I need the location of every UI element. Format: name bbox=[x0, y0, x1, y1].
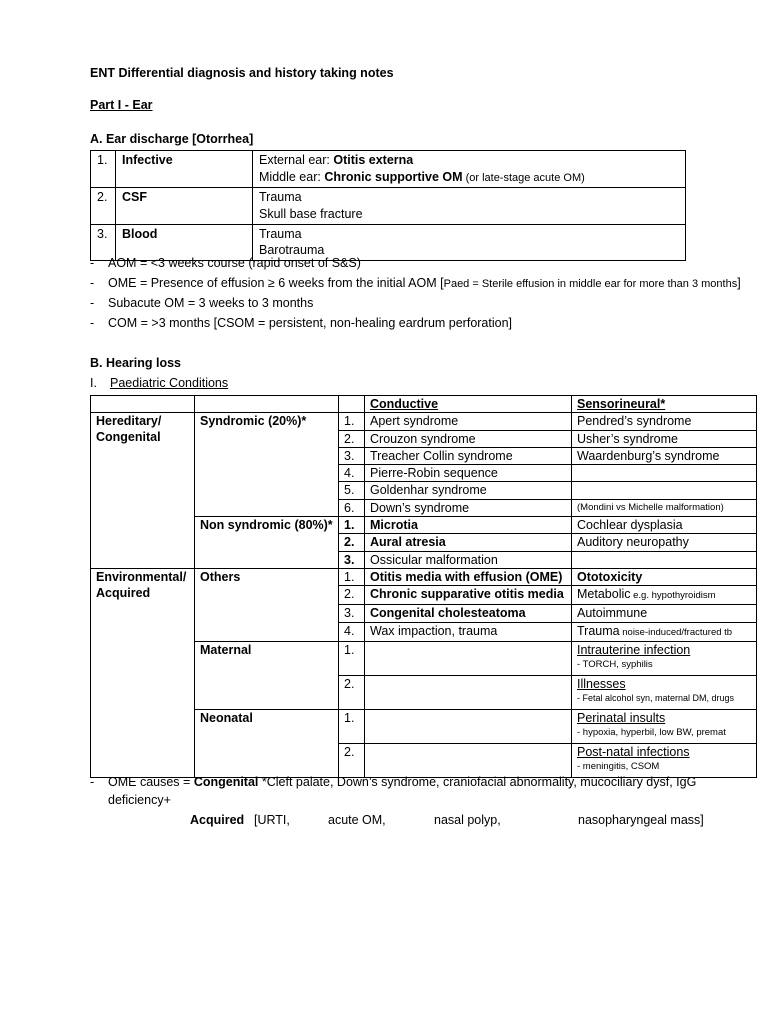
row-number: 1. bbox=[91, 151, 116, 188]
row-number: 2. bbox=[339, 430, 365, 447]
discharge-detail bbox=[253, 151, 686, 188]
sens-heading: Intrauterine infection bbox=[577, 642, 691, 657]
conductive-cell bbox=[365, 675, 572, 709]
conductive-cell: Congenital cholesteatoma bbox=[365, 605, 572, 622]
row-number: 1. bbox=[339, 517, 365, 534]
sensorineural-cell bbox=[572, 586, 757, 605]
congenital-causes-continued: deficiency+ bbox=[108, 793, 171, 807]
conductive-cell: Apert syndrome bbox=[365, 413, 572, 430]
conductive-cell: Down’s syndrome bbox=[365, 499, 572, 516]
row-number: 6. bbox=[339, 499, 365, 516]
neonatal-group: Neonatal bbox=[195, 709, 339, 777]
section-b-title: B. Hearing loss bbox=[90, 356, 181, 370]
sensorineural-cell bbox=[572, 568, 757, 585]
sens-heading: Illnesses bbox=[577, 676, 626, 691]
discharge-category: Blood bbox=[116, 224, 253, 261]
detail-line: Trauma bbox=[259, 226, 302, 241]
detail-prefix: Middle ear: bbox=[259, 169, 325, 184]
conductive-cell: Crouzon syndrome bbox=[365, 430, 572, 447]
sensorineural-cell: Pendred’s syndrome bbox=[572, 413, 757, 430]
sensorineural-cell bbox=[572, 465, 757, 482]
row-number: 1. bbox=[339, 709, 365, 743]
hearing-loss-table bbox=[90, 395, 757, 778]
list-item bbox=[90, 275, 741, 295]
others-group: Others bbox=[195, 568, 339, 641]
environmental-acquired-group: Environmental/ Acquired bbox=[91, 568, 195, 777]
congenital-label: Congenital bbox=[193, 775, 259, 789]
acquired-cause: nasal polyp, bbox=[434, 813, 501, 827]
sens-text: Trauma bbox=[577, 623, 620, 638]
table-row bbox=[91, 413, 757, 430]
hereditary-congenital-group: Hereditary/ Congenital bbox=[91, 413, 195, 569]
sensorineural-cell bbox=[572, 709, 757, 743]
detail-bold: Otitis externa bbox=[333, 153, 414, 167]
table-row bbox=[91, 187, 686, 224]
sensorineural-cell bbox=[572, 675, 757, 709]
note-text: COM = >3 months [CSOM = persistent, non-healing eardrum perforation] bbox=[108, 316, 513, 330]
table-row bbox=[91, 396, 757, 413]
row-number: 1. bbox=[339, 641, 365, 675]
row-number: 3. bbox=[339, 605, 365, 622]
note-bracket: ] bbox=[737, 276, 741, 290]
row-number: 2. bbox=[339, 743, 365, 777]
discharge-category: CSF bbox=[116, 187, 253, 224]
conductive-cell: Wax impaction, trauma bbox=[365, 622, 572, 641]
sensorineural-cell: Auditory neuropathy bbox=[572, 534, 757, 551]
ome-causes-line bbox=[108, 774, 748, 791]
row-number: 1. bbox=[339, 413, 365, 430]
section-a-title: A. Ear discharge [Otorrhea] bbox=[90, 132, 254, 146]
sensorineural-header: Sensorineural* bbox=[572, 396, 757, 413]
sens-text: Autoimmune bbox=[577, 606, 648, 621]
row-number: 4. bbox=[339, 622, 365, 641]
discharge-category: Infective bbox=[116, 151, 253, 188]
acquired-cause: [URTI, bbox=[254, 813, 290, 827]
sensorineural-cell bbox=[572, 551, 757, 568]
sensorineural-cell bbox=[572, 622, 757, 641]
otitis-notes-list bbox=[90, 255, 741, 335]
conductive-cell: Pierre-Robin sequence bbox=[365, 465, 572, 482]
sens-text: Metabolic bbox=[577, 587, 631, 602]
detail-line: Trauma bbox=[259, 189, 302, 204]
detail-line: Barotrauma bbox=[259, 243, 325, 258]
row-number: 3. bbox=[91, 224, 116, 261]
subsection-title: Paediatric Conditions bbox=[110, 376, 229, 390]
bullet-dash: - bbox=[90, 256, 95, 270]
conductive-cell: Goldenhar syndrome bbox=[365, 482, 572, 499]
note-text: Subacute OM = 3 weeks to 3 months bbox=[108, 296, 314, 310]
ome-causes-prefix: OME causes = bbox=[108, 775, 194, 789]
row-number: 3. bbox=[339, 551, 365, 568]
table-row bbox=[91, 568, 757, 585]
conductive-header: Conductive bbox=[365, 396, 572, 413]
sensorineural-cell: Usher’s syndrome bbox=[572, 430, 757, 447]
sensorineural-cell bbox=[572, 605, 757, 622]
acquired-cause: acute OM, bbox=[328, 813, 386, 827]
sensorineural-cell bbox=[572, 743, 757, 777]
acquired-label: Acquired bbox=[190, 813, 245, 827]
conductive-cell: Otitis media with effusion (OME) bbox=[365, 568, 572, 585]
sensorineural-cell bbox=[572, 641, 757, 675]
sens-heading: Post-natal infections bbox=[577, 744, 690, 759]
row-number: 2. bbox=[339, 586, 365, 605]
conductive-cell: Treacher Collin syndrome bbox=[365, 447, 572, 464]
row-number: 3. bbox=[339, 447, 365, 464]
sens-sub: - hypoxia, hyperbil, low BW, premat bbox=[577, 726, 726, 738]
sens-sub: - meningitis, CSOM bbox=[577, 760, 660, 772]
bullet-dash: - bbox=[90, 316, 95, 330]
sens-note: e.g. hypothyroidism bbox=[630, 590, 716, 602]
conductive-cell: Chronic supparative otitis media bbox=[365, 586, 572, 605]
discharge-detail bbox=[253, 187, 686, 224]
sensorineural-cell: Cochlear dysplasia bbox=[572, 517, 757, 534]
sensorineural-cell bbox=[572, 482, 757, 499]
row-number: 4. bbox=[339, 465, 365, 482]
non-syndromic-group: Non syndromic (80%)* bbox=[195, 517, 339, 569]
conductive-cell: Aural atresia bbox=[365, 534, 572, 551]
conductive-cell bbox=[365, 641, 572, 675]
sensorineural-cell: (Mondini vs Michelle malformation) bbox=[572, 499, 757, 516]
conductive-cell bbox=[365, 743, 572, 777]
list-item bbox=[90, 295, 741, 315]
sensorineural-cell: Waardenburg’s syndrome bbox=[572, 447, 757, 464]
sens-sub: - TORCH, syphilis bbox=[577, 658, 653, 670]
bullet-dash: - bbox=[90, 296, 95, 310]
row-number: 5. bbox=[339, 482, 365, 499]
row-number: 2. bbox=[339, 534, 365, 551]
row-number: 2. bbox=[91, 187, 116, 224]
note-text: AOM = <3 weeks course (rapid onset of S&S) bbox=[108, 256, 361, 270]
ome-causes-dash: - bbox=[90, 775, 95, 789]
sens-sub: - Fetal alcohol syn, maternal DM, drugs bbox=[577, 692, 735, 703]
conductive-cell bbox=[365, 709, 572, 743]
acquired-cause: nasopharyngeal mass] bbox=[578, 813, 704, 827]
document-title: ENT Differential diagnosis and history taking notes bbox=[90, 66, 394, 80]
bullet-dash: - bbox=[90, 276, 95, 290]
row-number: 1. bbox=[339, 568, 365, 585]
detail-note: (or late-stage acute OM) bbox=[462, 171, 585, 184]
part-title: Part I - Ear bbox=[90, 98, 153, 112]
list-item bbox=[90, 315, 741, 335]
ear-discharge-table bbox=[90, 150, 686, 261]
conductive-cell: Ossicular malformation bbox=[365, 551, 572, 568]
syndromic-group: Syndromic (20%)* bbox=[195, 413, 339, 517]
detail-bold: Chronic supportive OM bbox=[324, 169, 463, 184]
sens-heading: Perinatal insults bbox=[577, 710, 666, 725]
detail-line: Skull base fracture bbox=[259, 206, 363, 221]
congenital-causes: *Cleft palate, Down’s syndrome, craniofacial abnormality, mucociliary dysf, IgG bbox=[258, 775, 697, 789]
detail-prefix: External ear: bbox=[259, 153, 334, 167]
note-small: Paed = Sterile effusion in middle ear for more than 3 months bbox=[443, 278, 738, 290]
conductive-cell: Microtia bbox=[365, 517, 572, 534]
note-text: OME = Presence of effusion ≥ 6 weeks from the initial AOM [ bbox=[108, 276, 444, 290]
list-item bbox=[90, 255, 741, 275]
table-row bbox=[91, 151, 686, 188]
sens-text: Ototoxicity bbox=[577, 569, 643, 584]
row-number: 2. bbox=[339, 675, 365, 709]
sens-note: noise-induced/fractured tb bbox=[619, 626, 733, 638]
maternal-group: Maternal bbox=[195, 641, 339, 709]
subsection-number: I. bbox=[90, 376, 97, 390]
